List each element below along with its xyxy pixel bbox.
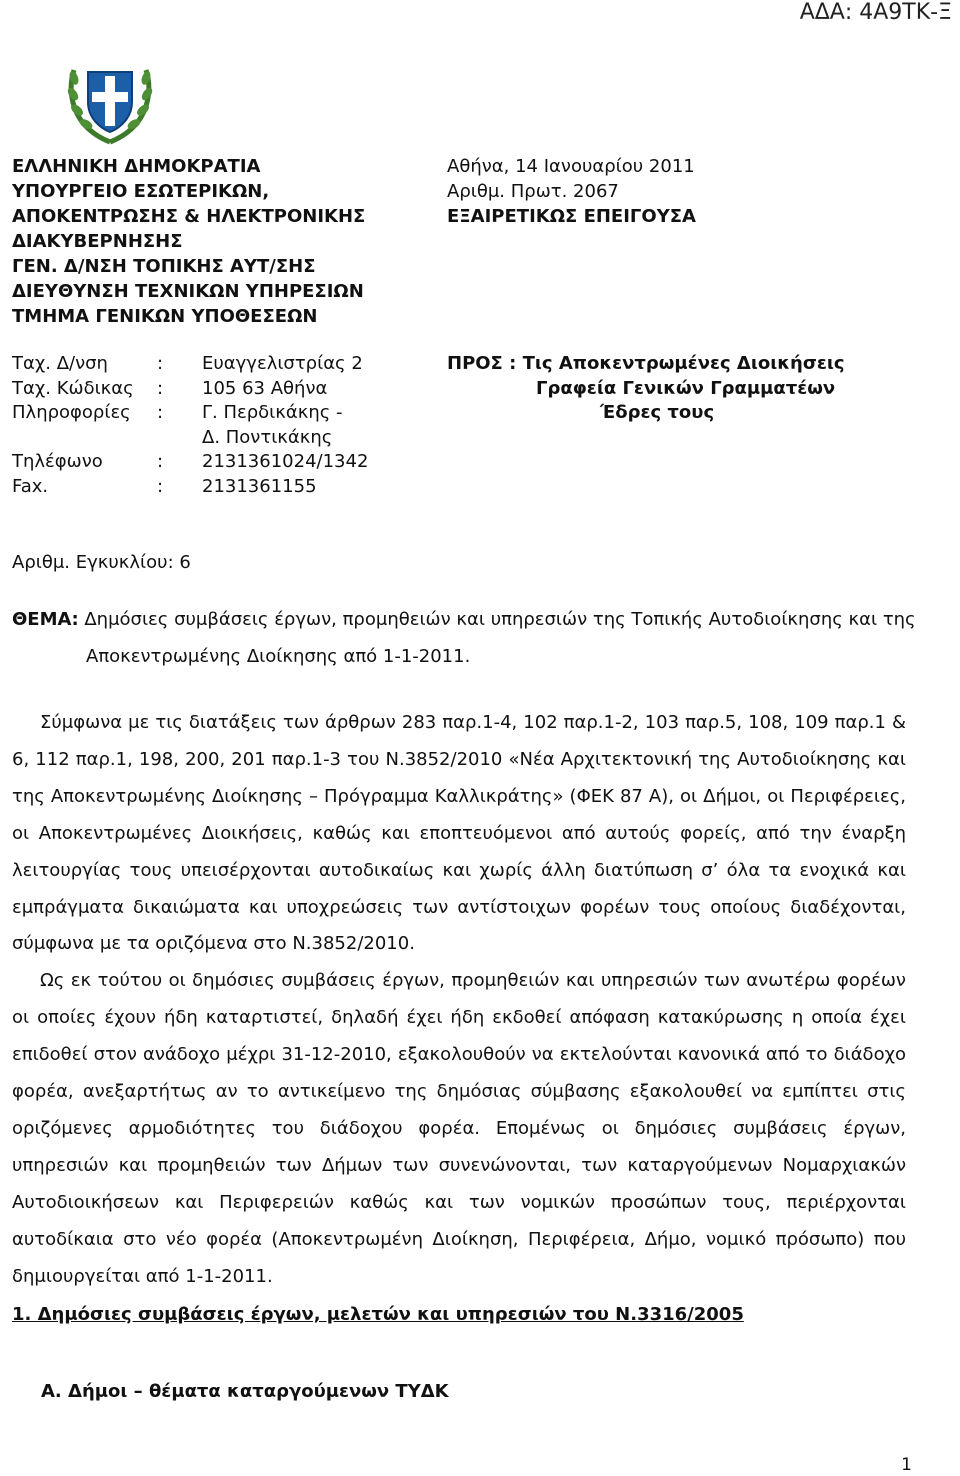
issuer-block <box>12 154 365 329</box>
contact-sep: : <box>157 451 164 472</box>
issuer-line: ΥΠΟΥΡΓΕΙΟ ΕΣΩΤΕΡΙΚΩΝ, <box>12 181 270 202</box>
circular-number: Αριθμ. Εγκυκλίου: 6 <box>12 552 191 573</box>
issuer-line: ΕΛΛΗΝΙΚΗ ΔΗΜΟΚΡΑΤΙΑ <box>12 156 261 177</box>
contact-key <box>12 426 157 451</box>
issuer-line: ΤΜΗΜΑ ΓΕΝΙΚΩΝ ΥΠΟΘΕΣΕΩΝ <box>12 306 318 327</box>
contact-sep: : <box>157 377 164 399</box>
subject-line-2: Αποκεντρωμένης Διοίκησης από 1-1-2011. <box>86 646 471 667</box>
recipient-line: ΠΡΟΣ : Τις Αποκεντρωμένες Διοικήσεις <box>447 353 845 374</box>
issuer-line: ΔΙΕΥΘΥΝΣΗ ΤΕΧΝΙΚΩΝ ΥΠΗΡΕΣΙΩΝ <box>12 281 364 302</box>
issuer-line: ΔΙΑΚΥΒΕΡΝΗΣΗΣ <box>12 231 183 252</box>
issuer-line: ΑΠΟΚΕΝΤΡΩΣΗΣ & ΗΛΕΚΤΡΟΝΙΚΗΣ <box>12 206 366 227</box>
recipient-line: Έδρες τους <box>600 402 715 423</box>
contact-row <box>12 377 368 402</box>
contact-sep <box>157 426 202 451</box>
contact-row <box>12 352 368 377</box>
contact-key: Ταχ. Κώδικας <box>12 377 134 399</box>
body-paragraph: Ως εκ τούτου οι δημόσιες συμβάσεις έργων, προμηθειών και υπηρεσιών των ανωτέρω φορέων οι οποίες έχουν ήδη καταρτιστεί, δηλαδή έχει ήδη εκδοθεί απόφαση κατακύρωσης η οποία έχει επιδοθεί στον ανάδοχο μέχρι 31-12-2010, εξακολουθούν να εκτελούνται κανονικά από το διάδοχο φορέα, ανεξαρτήτως αν το αντικείμενο της δημόσιας σύμβασης εξακολουθεί να εμπίπτει στις οριζόμενες αρμοδιότητες του διάδοχου φορέα. Επομένως οι δημόσιες συμβάσεις έργων, υπηρεσιών και προμηθειών των Δήμων των συνενώνονται, των καταργούμενων Νομαρχιακών Αυτοδιοικήσεων και Περιφερειών καθώς και των νομικών προσώπων τους, περιέρχονται αυτοδίκαια στο νέο φορέα (Αποκεντρωμένη Διοίκηση, Περιφέρεια, Δήμο, νομικό πρόσωπο) που δημιουργείται από 1-1-2011. <box>12 970 906 1287</box>
contact-key: Fax. <box>12 475 49 497</box>
ada-code: ΑΔΑ: 4Α9ΤΚ-Ξ <box>799 0 952 25</box>
contact-info <box>12 352 368 499</box>
protocol-number: Αριθμ. Πρωτ. 2067 <box>447 181 619 202</box>
contact-value: Ευαγγελιστρίας 2 <box>202 353 363 374</box>
contact-value: 2131361155 <box>202 475 317 497</box>
contact-key: Τηλέφωνο <box>12 451 103 472</box>
date-protocol-block <box>447 154 696 229</box>
section-heading-1: 1. Δημόσιες συμβάσεις έργων, μελετών και υπηρεσιών του Ν.3316/2005 <box>12 1304 744 1325</box>
recipient-line: Γραφεία Γενικών Γραμματέων <box>536 377 836 399</box>
contact-value: 2131361024/1342 <box>202 451 369 472</box>
contact-sep: : <box>157 353 164 374</box>
subject-line-1 <box>12 601 916 638</box>
subject-text: Δημόσιες συμβάσεις έργων, προμηθειών και υπηρεσιών της Τοπικής Αυτοδιοίκησης και της <box>78 609 916 630</box>
contact-value: Δ. Ποντικάκης <box>202 426 333 448</box>
subject-label: ΘΕΜΑ: <box>12 609 79 630</box>
contact-sep: : <box>157 402 164 423</box>
contact-value: 105 63 Αθήνα <box>202 377 328 399</box>
document-body <box>12 705 906 1296</box>
contact-row <box>12 450 368 475</box>
contact-key: Πληροφορίες <box>12 402 131 423</box>
contact-row <box>12 401 368 426</box>
issuer-line: ΓΕΝ. Δ/ΝΣΗ ΤΟΠΙΚΗΣ ΑΥΤ/ΣΗΣ <box>12 256 316 277</box>
contact-value: Γ. Περδικάκης - <box>202 402 343 423</box>
document-date: Αθήνα, 14 Ιανουαρίου 2011 <box>447 156 695 177</box>
subject-block <box>12 601 916 675</box>
body-paragraph: Σύμφωνα με τις διατάξεις των άρθρων 283 παρ.1-4, 102 παρ.1-2, 103 παρ.5, 108, 109 παρ.1 & 6, 112 παρ.1, 198, 200, 201 παρ.1-3 του Ν.3852/2010 «Νέα Αρχιτεκτονική της Αυτοδιοίκησης και της Αποκεντρωμένης Διοίκησης – Πρόγραμμα Καλλικράτης» (ΦΕΚ 87 Α), οι Δήμοι, οι Περιφέρειες, οι Αποκεντρωμένες Διοικήσεις, καθώς και εποπτευόμενοι από αυτούς φορείς, από την έναρξη λειτουργίας τους υπεισέρχονται αυτοδικαίως και χωρίς άλλη διατύπωση σ’ όλα τα ενοχικά και εμπράγματα δικαιώματα και υποχρεώσεις των αντίστοιχων φορέων τους οποίους διαδέχονται, σύμφωνα με τα οριζόμενα στο Ν.3852/2010. <box>12 712 906 955</box>
contact-key: Ταχ. Δ/νση <box>12 353 108 374</box>
greek-emblem-icon <box>62 64 158 146</box>
contact-row <box>12 426 368 451</box>
recipients-block <box>447 352 845 426</box>
contact-row <box>12 475 368 500</box>
urgency-label: ΕΞΑΙΡΕΤΙΚΩΣ ΕΠΕΙΓΟΥΣΑ <box>447 206 696 227</box>
page-number: 1 <box>901 1455 912 1475</box>
contact-sep: : <box>157 475 164 497</box>
section-heading-a: Α. Δήμοι – θέματα καταργούμενων ΤΥΔΚ <box>41 1381 449 1402</box>
